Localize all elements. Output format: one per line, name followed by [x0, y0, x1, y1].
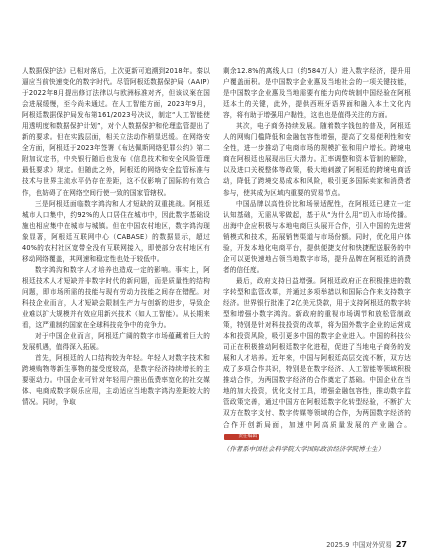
issue-date: 2025.9: [326, 541, 350, 549]
left-paragraph: 数字鸿沟和数字人才培养也造成一定的影响。事实上，阿根廷技术人才短缺并非数字时代的新问题，而是质量性的结构问题，即市场所需的技能与现有劳动力技能之间存在错配。对科技企业而言，人才短缺会限制生产力与创新的进步，导致企业难以扩大规模并有效应用新兴技术（如人工智能）。从长期来看，这严重制约国家在全球科技竞争中的竞争力。: [22, 265, 210, 330]
left-paragraph: 对于中国企业而言，阿根廷广阔的数字市场蕴藏着巨大的发展机遇，值得深入拓展。: [22, 332, 210, 352]
right-paragraph-last: [223, 276, 411, 442]
right-paragraph: 中国品牌以高性价比和场景适配性，在阿根廷已建立一定认知基础，无需从零做起，基于从“为什么用”切入市场传播。出海中企应积极与本地电商巨头展开合作，引入中国的先进营销模式和技术，拓展销售渠道与市场份额。同时，优化用户体验，开发本地化电商平台，提供便捷支付和快捷配送服务的中企可以更快速地占领当地数字市场，提升品牌在阿根廷的消费者的信任度。: [223, 199, 411, 274]
author-note: （作者系中国社会科学院大学国际政治经济学院博士生）: [223, 445, 385, 453]
right-paragraph: 剩余12.8%的离线人口（约584万人）进入数字经济，提升用户覆盖面积。是中国数字企业惠及当地社会的一项关键技能，是中国数字企业惠及当地需要有能力向传统制中国经验在阿根廷本土的关键，此外，提供西班牙语界面和融入本土文化内容，将有助于增强用户黏性，这也也是值得关注的方面。: [223, 67, 411, 120]
page-footer: [326, 539, 407, 549]
right-paragraph-text: 最后，政府支持日益增强。阿根廷政府正在积极推进的数字转型和监管改革，并通过多项举措以和国际合作来支持数字经济。世界银行批准了2亿美元贷款，用于支持阿根廷的数字转型和增强小数字鸿沟。新政府的重视市场调节和放松管制政策，特别是针对科技投资的改革，将为国外数字企业的运营成本和投资风险，吸引更多中国的数字企业进入。中国的科技公司正在积极推动阿根廷数字化进程，促进了当地电子商务的发展和人才培养。近年来，中国与阿根廷高层交流不断，双方达成了多项合作共识，特别是在数字经济、人工智能等领域积极推动合作，为两国数字经济的合作奠定了基础。中国企业在当地的加大投资，优化支付工具，增强金融包容性，推动数字监管政策完善，通过中国方在阿根廷数字化转型经验，不断扩大双方在数字支付、数字传媒等领域的合作，为两国数字经济的合作开创新局面，加速中阿高质量发展的产业融合。: [223, 276, 411, 429]
left-paragraph: 人数据保护法》已相对落后，上次更新可追溯到2018年。秦以逼应当前快速变化的数字时代。尽管阿根廷数据保护局（AAIP）于2022年8月提出修订法律以与欧洲标准对齐，但该议案在国会进展缓慢，至今尚未通过。在人工智能方面，2023年9月，阿根廷数据保护局发布第161/2023号决议，制定“人工智能使用透明度和数据保护计划”，对个人数据保护和伦理监管提出了新的要求。但在实践层面，相关立法动作稍显迟缓。在网络安全方面，阿根廷于2023年签署《布达佩斯网络犯罪公约》第二附加议定书，中央银行随后也发布《信息技术和安全风险管理最低要求》规定。但随此之外，阿根廷的网络安全监管标准与技术与世界主流水平仍存在差距，这不仅影响了国际的有效合作，也妨碍了在网络空间行使一致的国家管辖权。: [22, 67, 210, 197]
right-column: [223, 66, 411, 455]
page-number: 27: [395, 540, 407, 549]
left-paragraph: 首先，阿根廷的人口结构较为年轻。年轻人对数字技术和跨境购物等新生事物的接受度较高，是数字经济持续增长的主要驱动力。中国企业可针对年轻用户推出低费率宽化的社交媒体、电商成数字娱乐应用，主动适应当地数字鸿沟差距较大的情况。同时，争取: [22, 354, 210, 407]
left-paragraph: 三是阿根廷面临数字鸿沟和人才短缺的双重挑战。阿根廷城市人口集中，约92%的人口居住在城市中，因此数字基础设施也相应集中在城市与城镇。但在中国农村地区，数字鸿沟现象显著，阿根廷互联网中心（CABASE）的数据显示，超过40%的农村社区宽带全没有互联网接入，即使部分农村地区有移动网络覆盖，其网速和稳定性也处于较低中。: [22, 199, 210, 263]
magazine-name: 中国对外贸易: [352, 541, 392, 549]
end-of-article-mark: 责任编辑: [224, 434, 259, 440]
left-column: [22, 66, 210, 408]
right-paragraph: 其次，电子商务持续发展。随着数字钱包的普及，阿根廷人的网购门槛降低和金融包容性增强，提高了交易便利性和安全性，进一步推动了电商市场的规模扩张和用户增长。跨境电商在阿根廷也展现出巨大潜力。汇率调整和资本管制的解除，以及进口关税整体等政策，极大地刺激了阿根廷的跨境电商活动，降低了跨境交易成本和风险，吸引更多国际卖家和消费者参与，使其成为区域内重要的贸易节点。: [223, 122, 411, 197]
